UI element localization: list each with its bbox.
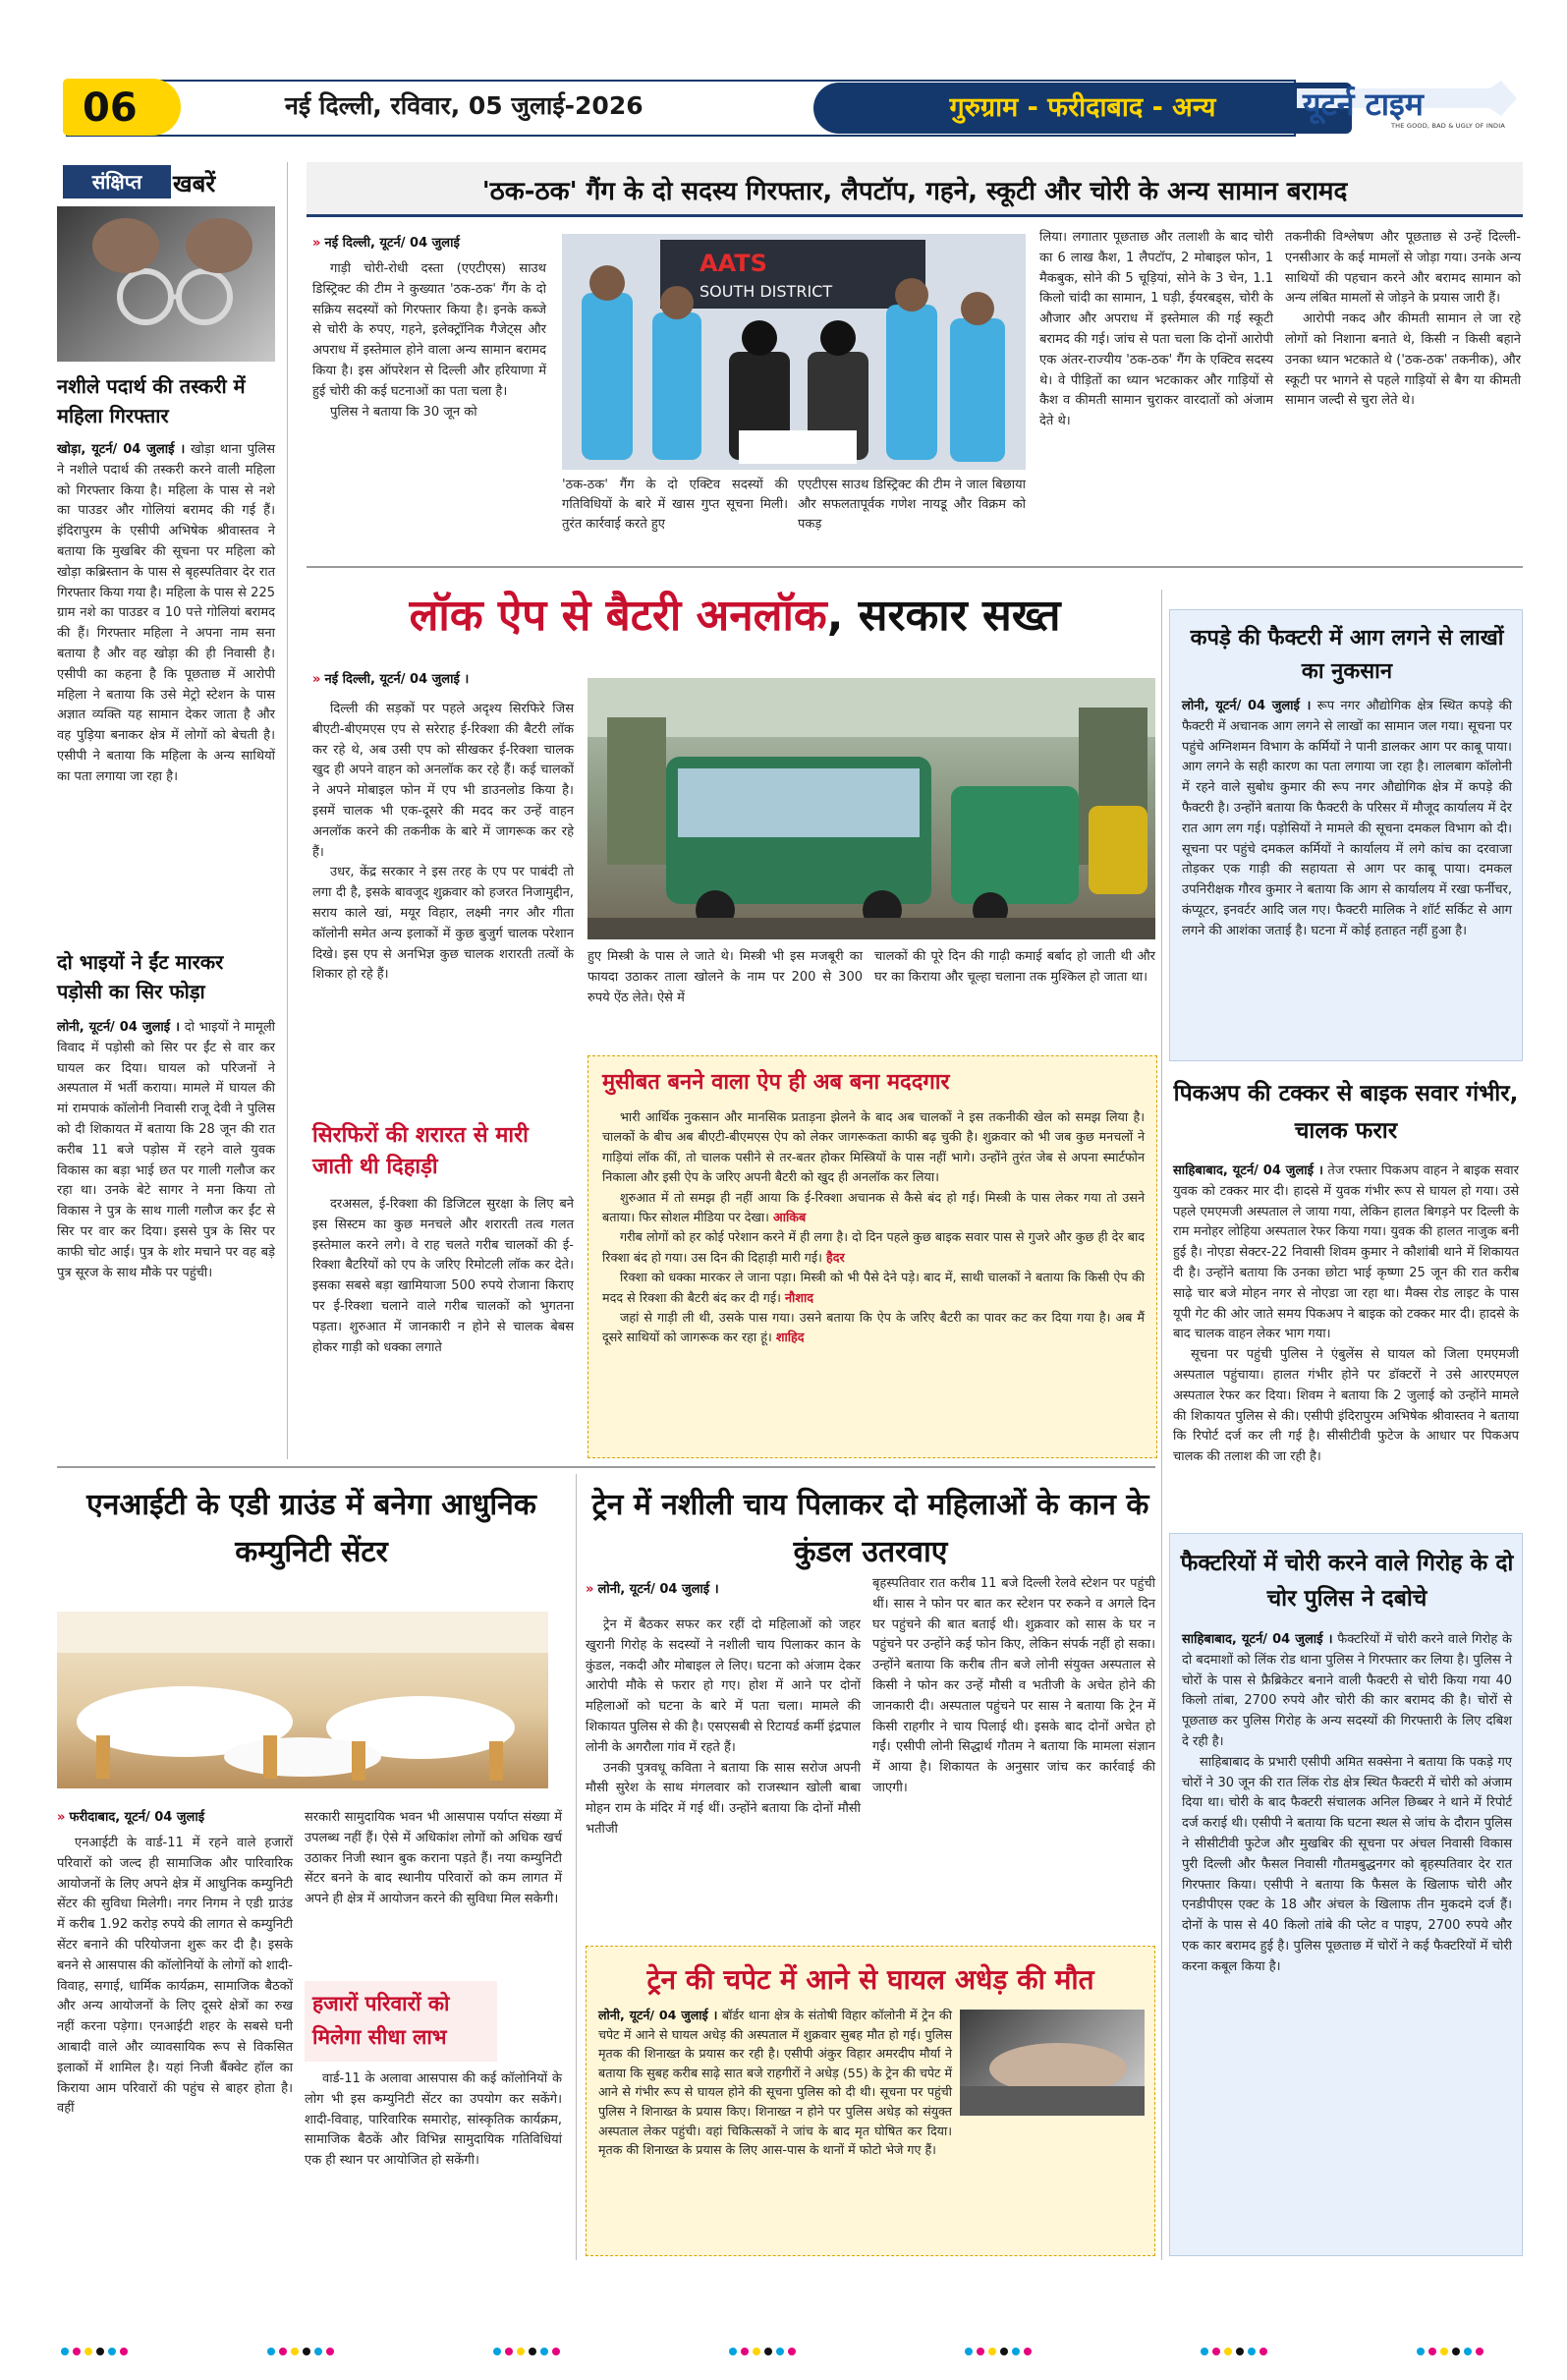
lockapp-box-p3: गरीब लोगों को हर कोई परेशान करने में ही लगा है। दो दिन पहले कुछ बाइक सवार पास से गुजरे और कुछ ही देर बाद रिक्शा बंद हो गया। उस दिन की दिहाड़ी मारी गई। (602, 1229, 1145, 1265)
gang-col1-p1: गाड़ी चोरी-रोधी दस्ता (एएटीएस) साउथ डिस्ट्रिक्ट की टीम ने कुख्यात 'ठक-ठक' गैंग के दो सक्रिय सदस्यों को गिरफ्तार किया है। इनके कब्जे से चोरी के रुपए, गहने, इलेक्ट्रॉनिक गैजेट्स और अपराध में इस्तेमाल होने वाला अन्य सामान बरामद किया है। इस ऑपरेशन से दिल्ली और हरियाणा में हुई चोरी की कई घटनाओं का पता चला है। (312, 261, 546, 399)
gang-headline-band (307, 162, 1523, 217)
lockapp-box-p1: भारी आर्थिक नुकसान और मानसिक प्रताड़ना झेलने के बाद अब चालकों ने इस तकनीकी खेल को समझ लिया है। चालकों के बीच अब बीएटी-बीएमएस ऐप को लेकर जागरूकता काफी बढ़ चुकी है। शुक्रवार को भी जब कुछ मनचलों ने गाड़ियां लॉक कीं, तो चालक पसीने से तर-बतर होकर मिस्त्रियों के पास नहीं भागे। उन्होंने तुरंत जेब से अपना स्मार्टफोन निकाला और इसी ऐप के जरिए अपनी बैटरी को खुद ही अनलॉक कर लिया। (602, 1109, 1146, 1185)
gang-dateline: नई दिल्ली, यूटर्न/ 04 जुलाई (324, 236, 460, 251)
briefs-label: संक्षिप्त (63, 165, 171, 198)
erickshaw-photo (588, 678, 1155, 939)
lockapp-subhead: सिरफिरों की शरारत से मारी जाती थी दिहाड़ी (312, 1123, 529, 1179)
registration-dot (1464, 2348, 1472, 2355)
gang-photo-banner: AATS (700, 250, 767, 277)
lockapp-col1 (312, 700, 574, 983)
registration-dot (314, 2348, 322, 2355)
brief1-text: खोड़ा थाना पुलिस ने नशीले पदार्थ की तस्करी करने वाली महिला को गिरफ्तार किया है। महिला के पास से नशे का पाउडर और गोलियां बरामद की गई हैं। इंदिरापुरम के एसीपी अभिषेक श्रीवास्तव ने बताया कि मुखबिर की सूचना पर महिला को खोड़ा कब्रिस्तान के पास से बृहस्पतिवार देर रात गिरफ्तार किया गया है। महिला के पास से 225 ग्राम नशे का पाउडर व 10 पत्ते गोलियां बरामद की हैं। गिरफ्तार महिला ने अपना नाम सना बताया है और वह खोड़ा की ही निवासी है। एसीपी का कहना है कि पूछताछ में आरोपी महिला ने बताया कि उसे मेट्रो स्टेशन के पास अज्ञात व्यक्ति यह सामान देकर जाता है और वह पुड़िया बनाकर क्षेत्र में लोगों को बेचती है। एसीपी ने बताया कि महिला के अन्य साथियों का पता लगाया जा रहा है। (57, 442, 275, 784)
registration-dot (1012, 2348, 1020, 2355)
registration-dot (267, 2348, 275, 2355)
train-tea-dateline-row (586, 1580, 841, 1600)
nit-col2b (305, 2069, 562, 2256)
registration-dot (977, 2348, 984, 2355)
registration-dot (1452, 2348, 1460, 2355)
pickup-body (1173, 1162, 1519, 1519)
lockapp-box-name2: हैदर (826, 1249, 845, 1265)
newspaper-logo (1293, 77, 1521, 136)
lockapp-box-name4: शाहिद (775, 1330, 805, 1345)
theft-text2: साहिबाबाद के प्रभारी एसीपी अमित सक्सेना ने बताया कि पकड़े गए चोरों ने 30 जून की रात लिंक रोड क्षेत्र स्थित फैक्टरी में चोरी को अंजाम दिया था। चोरी के बाद फैक्टरी संचालक अनिल छिब्बर ने थाने में रिपोर्ट दर्ज कराई थी। एसीपी ने बताया कि घटना स्थल से जांच के दौरान पुलिस ने सीसीटीवी फुटेज और मुखबिर की सूचना पर अंचल निवासी विकास पुरी दिल्ली और फैसल निवासी गौतमबुद्धनगर को बृहस्पतिवार देर रात गिरफ्तार किया। एसीपी ने बताया कि फैसल के खिलाफ चोरी और एनडीपीएस एक्ट के 18 और अंचल के खिलाफ तीन मुकदमे दर्ज हैं। दोनों के पास से 40 किलो तांबे की प्लेट व पाइप, 2700 रुपये और एक कार बरामद हुई है। पुलिस पूछताछ में चोरों ने कई फैक्टरियों में चोरी करना कबूल किया है। (1182, 1754, 1512, 1974)
gang-caption-right: एएटीएस साउथ डिस्ट्रिक्ट की टीम ने जाल बिछाया और सफलतापूर्वक गणेश नायडू और विक्रम को पकड़ (798, 478, 1026, 532)
pickup-headline: पिकअप की टक्कर से बाइक सवार गंभीर, चालक फरार (1173, 1081, 1519, 1144)
pickup-dateline: साहिबाबाद, यूटर्न/ 04 जुलाई । (1173, 1163, 1323, 1178)
registration-dot (1024, 2348, 1032, 2355)
gang-col4-p2: आरोपी नकद और कीमती सामान ले जा रहे लोगों को निशाना बनाते थे, किसी न किसी बहाने उनका ध्यान भटकाते थे ('ठक-ठक' तकनीक), और स्कूटी पर भागने से पहले गाड़ियों से बैग या कीमती सामान जल्दी से चुरा लेते थे। (1285, 312, 1521, 409)
brief2-dateline: लोनी, यूटर्न/ 04 जुलाई । (57, 1020, 181, 1035)
brief1-dateline: खोड़ा, यूटर्न/ 04 जुलाई । (57, 442, 186, 457)
registration-dot (279, 2348, 287, 2355)
brief1-headline: नशीले पदार्थ की तस्करी में महिला गिरफ्तार (57, 374, 246, 427)
brief2-body (57, 1018, 275, 1458)
fire-body (1182, 697, 1512, 1056)
train-tea-col2-text: बृहस्पतिवार रात करीब 11 बजे दिल्ली रेलवे स्टेशन पर पहुंची थीं। सास ने फोन पर बात कर स्टेशन पर रुकने व अगले दिन घर पहुंचने की बात बताई थी। शुक्रवार को सास के घर न पहुंचने पर उन्होंने कई फोन किए, लेकिन संपर्क नहीं हो सका। उन्होंने बताया कि करीब तीन बजे लोनी संयुक्त अस्पताल से किसी ने फोन कर उन्हें मौसी व भतीजी के अचेत होने की जानकारी दी। अस्पताल पहुंचने पर सास ने बताया कि ट्रेन में किसी राहगीर ने चाय पिलाई थी। इसके बाद दोनों अचेत हो गईं। एसीपी लोनी सिद्धार्थ गौतम ने बताया कि मामला संज्ञान में आया है। शिकायत के अनुसार जांच कर कार्रवाई की जाएगी। (872, 1576, 1155, 1795)
brief2-headline: दो भाइयों ने ईंट मारकर पड़ोसी का सिर फोड़ा (57, 950, 224, 1003)
registration-dot (753, 2348, 760, 2355)
train-tea-col1 (586, 1615, 861, 1930)
nit-col1 (57, 1834, 293, 2256)
registration-dot (540, 2348, 548, 2355)
registration-dot (965, 2348, 973, 2355)
chevron-icon: » (586, 1582, 594, 1597)
gang-col3 (1039, 228, 1273, 554)
column-rule (287, 162, 288, 1459)
registration-dot (1000, 2348, 1008, 2355)
briefs-section-tab (57, 165, 273, 198)
lockapp-col1c (312, 1195, 574, 1454)
nit-col2b-text: वार्ड-11 के अलावा आसपास की कई कॉलोनियों के लोग भी इस कम्युनिटी सेंटर का उपयोग कर सकेंगे। शादी-विवाह, पारिवारिक समारोह, सांस्कृतिक कार्यक्रम, सामाजिक बैठकें और विभिन्न सामुदायिक गतिविधियां एक ही स्थान पर आयोजित हो सकेंगी। (305, 2071, 562, 2169)
column-rule (576, 1474, 577, 2260)
lockapp-dateline-row (312, 670, 607, 690)
erickshaw-illustration (588, 678, 1155, 939)
registration-dot (788, 2348, 796, 2355)
section-rule (307, 566, 1523, 568)
registration-dot (529, 2348, 536, 2355)
registration-dot (741, 2348, 749, 2355)
registration-dot (988, 2348, 996, 2355)
registration-dot (1440, 2348, 1448, 2355)
registration-dot (729, 2348, 737, 2355)
theft-text: फैक्टरियों में चोरी करने वाले गिरोह के दो बदमाशों को लिंक रोड थाना पुलिस ने गिरफ्तार कर लिया है। पुलिस ने चोरों के पास से फ्रैब्रिकेटर बनाने वाली फैक्टरी से चोरी किया गया 40 किलो तांबा, 2700 रुपये और चोरी की कार बरामद की है। चोरों से पूछताछ कर पुलिस गिरोह के अन्य सदस्यों की गिरफ्तारी के लिए दबिश दे रही है। (1182, 1632, 1513, 1749)
nit-col2 (305, 1808, 562, 1973)
gang-photo-banner2: SOUTH DISTRICT (700, 282, 833, 301)
lockapp-col1-p1: दिल्ली की सड़कों पर पहले अदृश्य सिरफिरे जिस बीएटी-बीएमएस एप से सरेराह ई-रिक्शा की बैटरी लॉक कर रहे थे, अब उसी एप को सीखकर ई-रिक्शा चालक खुद ही अपने वाहन को अनलॉक कर रहे हैं। कई चालकों ने अपने मोबाइल फोन में एप भी डाउनलोड किया है। इसमें चालक भी एक-दूसरे की मदद कर उन्हें वाहन अनलॉक करने की तकनीक के बारे में जागरूक कर रहे हैं। (312, 702, 574, 860)
train-tea-col2 (872, 1574, 1155, 1930)
lockapp-headline-a: लॉक ऐप से बैटरी अनलॉक (409, 591, 827, 641)
gang-col3-text: लिया। लगातार पूछताछ और तलाशी के बाद चोरी का 6 लाख कैश, 1 लैपटॉप, 2 मोबाइल फोन, 1 मैकबुक, सोने की 5 चूड़ियां, सोने के 3 चेन, 1.1 किलो चांदी का सामान, 1 घड़ी, ईयरबड्स, चोरी के औजार और अपराध में इस्तेमाल की गई स्कूटी बरामद की गई। जांच से पता चला कि दोनों आरोपी एक अंतर-राज्यीय 'ठक-ठक' गैंग के एक्टिव सदस्य थे। वे पीड़ितों का ध्यान भटकाकर और गाड़ियों से कैश व कीमती सामान चुराकर वारदातों को अंजाम देते थे। (1039, 230, 1273, 429)
page-number-badge (63, 79, 181, 136)
lockapp-dateline: नई दिल्ली, यूटर्न/ 04 जुलाई । (324, 672, 470, 687)
registration-dot (517, 2348, 525, 2355)
fire-story-box (1169, 609, 1523, 1061)
section-title: गुरुग्राम - फरीदाबाद - अन्य (813, 83, 1352, 134)
registration-dots-graphic (57, 2346, 1521, 2357)
gang-headline: 'ठक-ठक' गैंग के दो सदस्य गिरफ्तार, लैपटॉप, गहने, स्कूटी और चोरी के अन्य सामान बरामद (481, 177, 1348, 206)
nit-dateline: फरीदाबाद, यूटर्न/ 04 जुलाई (69, 1810, 205, 1825)
theft-dateline: साहिबाबाद, यूटर्न/ 04 जुलाई । (1182, 1632, 1333, 1647)
registration-dot (1224, 2348, 1232, 2355)
pickup-text2: सूचना पर पहुंची पुलिस ने एंबुलेंस से घायल को जिला एमएमजी अस्पताल पहुंचाया। हालत गंभीर होने पर डॉक्टरों ने उसे आरएमएल अस्पताल रेफर कर दिया। शिवम ने बताया कि 2 जुलाई को उन्होंने मामले की शिकायत पुलिस से की। एसीपी इंदिरापुरम अभिषेक श्रीवास्तव ने बताया कि रिपोर्ट दर्ज कर ली गई है। सीसीटीवी फुटेज के आधार पर पिकअप चालक की तलाश की जा रही है। (1173, 1347, 1519, 1465)
registration-dot (776, 2348, 784, 2355)
lockapp-box-title: मुसीबत बनने वाला ऐप ही अब बना मददगार (602, 1070, 950, 1095)
train-death-body-top (598, 2006, 952, 2158)
registration-dot (493, 2348, 501, 2355)
gang-dateline-row (312, 234, 568, 254)
registration-dot (505, 2348, 513, 2355)
gang-col1-p2: पुलिस ने बताया कि 30 जून को (330, 404, 477, 420)
chevron-icon: » (312, 672, 321, 687)
lockapp-col1c-text: दरअसल, ई-रिक्शा की डिजिटल सुरक्षा के लिए बने इस सिस्टम का कुछ मनचले और शरारती तत्व गलत इस्तेमाल करने लगे। वे राह चलते गरीब चालकों की ई-रिक्शा बैटरियों को एप के जरिए रिमोटली लॉक कर देते। इसका सबसे बड़ा खामियाजा 500 रुपये रोजाना किराए पर ई-रिक्शा चलाने वाले गरीब चालकों को भुगतना पड़ता। शुरुआत में जानकारी न होने से चालक बेबस होकर गाड़ी को धक्का लगाते (312, 1197, 574, 1355)
briefs-label-news: खबरें (173, 170, 216, 198)
theft-story-box (1169, 1533, 1523, 2256)
train-death-headline: ट्रेन की चपेट में आने से घायल अधेड़ की मौत (646, 1963, 1094, 1996)
gang-col4 (1285, 228, 1521, 554)
victim-hand-photo (960, 2010, 1145, 2116)
page-number: 06 (83, 85, 138, 131)
registration-dot (61, 2348, 69, 2355)
handcuffs-photo (57, 206, 275, 362)
nit-subhead-box (305, 1981, 497, 2062)
theft-body (1182, 1630, 1512, 2253)
lockapp-col1-p2: उधर, केंद्र सरकार ने इस तरह के एप पर पाबंदी तो लगा दी है, इसके बावजूद शुक्रवार को हजरत निजामुद्दीन, सराय काले खां, मयूर विहार, लक्ष्मी नगर और गीता कॉलोनी समेत अन्य इलाकों में कुछ बुजुर्ग चालक परेशान दिखे। इस एप से अनभिज्ञ कुछ चालक शरारती तत्वों के शिकार हो रहे हैं। (312, 865, 574, 983)
gang-arrest-photo (562, 234, 1026, 470)
registration-dot (291, 2348, 299, 2355)
chevron-icon: » (312, 236, 321, 251)
registration-dot (1428, 2348, 1436, 2355)
registration-dot (1259, 2348, 1267, 2355)
logo-tagline: THE GOOD, BAD & UGLY OF INDIA (1391, 122, 1506, 130)
lockapp-box-body (602, 1107, 1145, 1451)
train-death-dateline: लोनी, यूटर्न/ 04 जुलाई । (598, 2008, 718, 2022)
nit-dateline-row (57, 1808, 312, 1828)
date-line: नई दिल्ली, रविवार, 05 जुलाई-2026 (285, 91, 644, 120)
lockapp-col3-text: चालकों की पूरे दिन की गाढ़ी कमाई बर्बाद हो जाती थी और घर का किराया और चूल्हा चलाना तक मुश्किल हो जाता था। (874, 949, 1155, 985)
registration-dot (1201, 2348, 1208, 2355)
registration-dot (108, 2348, 116, 2355)
community-hall-photo (57, 1612, 548, 1788)
lockapp-col2 (588, 947, 863, 1049)
gang-caption-left: 'ठक-ठक' गैंग के दो एक्टिव सदस्यों की गतिविधियों के बारे में खास गुप्त सूचना मिली। तुरंत कार्रवाई करते हुए (562, 478, 788, 532)
lockapp-col3 (874, 947, 1155, 1049)
registration-dot (73, 2348, 81, 2355)
registration-dot (120, 2348, 128, 2355)
lockapp-sidebar-box (588, 1055, 1157, 1458)
banquet-hall-illustration (57, 1612, 548, 1788)
pickup-text: तेज रफ्तार पिकअप वाहन ने बाइक सवार युवक को टक्कर मार दी। हादसे में युवक गंभीर रूप से घायल हो गया। उसे पहले एमएमजी अस्पताल ले जाया गया, लेकिन हालत बिगड़ने पर दिल्ली के राम मनोहर लोहिया अस्पताल रेफर किया गया। युवक की हालत नाजुक बनी हुई है। नोएडा सेक्टर-22 निवासी शिवम कुमार ने कौशांबी थाने में शिकायत दी है। उन्होंने बताया कि उनका छोटा भाई कृष्णा 25 जून की रात करीब साढ़े चार बजे मोहन नगर से नोएडा जा रहा था। मैक्स रोड लाइट के पास यूपी गेट की ओर जाते समय पिकअप ने बाइक को टक्कर मार दी। हादसे के बाद चालक वाहन लेकर भाग गया। (1173, 1163, 1519, 1342)
registration-dot (552, 2348, 560, 2355)
lockapp-box-name3: नौशाद (785, 1289, 813, 1305)
fire-dateline: लोनी, यूटर्न/ 04 जुलाई । (1182, 699, 1312, 713)
registration-dot (303, 2348, 310, 2355)
train-tea-col1-p2: उनकी पुत्रवधू कविता ने बताया कि सास सरोज अपनी मौसी सुरेश के साथ मंगलवार को राजस्थान खोली बाबा मोहन राम के मंदिर में गई थीं। उन्होंने बताया कि दोनों मौसी भतीजी (586, 1760, 861, 1837)
registration-dot (1417, 2348, 1425, 2355)
lockapp-box-name1: आकिब (772, 1210, 807, 1225)
train-tea-dateline: लोनी, यूटर्न/ 04 जुलाई । (597, 1582, 719, 1597)
registration-dot (1236, 2348, 1244, 2355)
nit-col1-text: एनआईटी के वार्ड-11 में रहने वाले हजारों परिवारों को जल्द ही सामाजिक और पारिवारिक आयोजनों के लिए अपने क्षेत्र में आधुनिक कम्युनिटी सेंटर की सुविधा मिलेगी। नगर निगम ने एडी ग्राउंड में करीब 1.92 करोड़ रुपये की लागत से कम्युनिटी सेंटर बनाने की परियोजना शुरू कर दी है। इसके बनने से आसपास की कॉलोनियों के लोगों को शादी-विवाह, सगाई, धार्मिक कार्यक्रम, सामाजिक बैठकों और अन्य आयोजनों के लिए दूसरे क्षेत्रों का रुख नहीं करना पड़ेगा। एनआईटी शहर के सबसे घनी आबादी वाले और व्यावसायिक रूप से विकसित इलाकों में शामिल है। यहां निजी बैंक्वेट हॉल का किराया आम परिवारों की पहुंच से बाहर होता है। वहीं (57, 1836, 293, 2117)
registration-dot (84, 2348, 92, 2355)
lockapp-box-p4: रिक्शा को धक्का मारकर ले जाना पड़ा। मिस्त्री को भी पैसे देने पड़े। बाद में, साथी चालकों ने बताया कि किसी ऐप की मदद से रिक्शा की बैटरी बंद कर दी गई। (602, 1270, 1145, 1305)
train-tea-col1-p1: ट्रेन में बैठकर सफर कर रहीं दो महिलाओं को जहर खुरानी गिरोह के सदस्यों ने नशीली चाय पिलाकर कान के कुंडल, नकदी और मोबाइल ले लिए। घटना को अंजाम देकर आरोपी मौके से फरार हो गए। होश में आने पर दोनों महिलाओं को घटना के बारे में पता चला। मामले की शिकायत पुलिस से की है। एसएसबी से रिटायर्ड कर्मी इंद्रपाल लोनी के अगरौला गांव में रहते हैं। (586, 1617, 861, 1755)
logo-name: यूटर्न टाइम (1303, 85, 1424, 123)
registration-dot (96, 2348, 104, 2355)
brief1-body (57, 440, 275, 932)
train-death-text: बॉर्डर थाना क्षेत्र के संतोषी विहार कॉलोनी में ट्रेन की चपेट में आने से घायल अधेड़ की अस्पताल में शुक्रवार सुबह मौत हो गई। पुलिस मृतक की शिनाख्त के प्रयास कर रही है। एसीपी अंकुर विहार अमरदीप मौर्या ने बताया कि सुबह करीब साढ़े सात बजे राहगीरों ने अधेड़ (55) के ट्रेन की चपेट में आने से गंभीर रूप से घायल होने की सूचना पुलिस को दी थी। सूचना पर पहुंची पुलिस ने शिनाख्त के प्रयास किए। शिनाख्त न होने पर पुलिस अधेड़ को संयुक्त अस्पताल लेकर पहुंची। वहां चिकित्सकों ने जांच के बाद मृत घोषित कर दिया। मृतक की शिनाख्त के प्रयास के लिए आस-पास के थानों में फोटो भेजे गए हैं। (598, 2008, 952, 2158)
lockapp-box-p5: जहां से गाड़ी ली थी, उसके पास गया। उसने बताया कि ऐप के जरिए बैटरी का पावर कट कर दिया गया है। अब मैं दूसरे साथियों को जागरूक कर रहा हूं। (602, 1310, 1145, 1345)
train-death-box (586, 1946, 1155, 2256)
nit-headline: एनआईटी के एडी ग्राउंड में बनेगा आधुनिक कम्युनिटी सेंटर (86, 1488, 536, 1569)
brief2-text: दो भाइयों ने मामूली विवाद में पड़ोसी को सिर पर ईंट से वार कर घायल कर दिया। घायल को परिजनों ने अस्पताल में भर्ती कराया। मामले में घायल की मां रामपाकं कॉलोनी निवासी राजू देवी ने पुलिस को दी शिकायत में बताया कि 28 जून की रात करीब 11 बजे पड़ोस में रहने वाले युवक विकास का बड़ा भाई छत पर गाली गलौज कर रहा था। उनके बेटे सागर ने मना किया तो विकास ने पुत्र के साथ गाली गलौज कर ईंट से सिर पर वार कर दिया। इससे पुत्र के सिर पर काफी चोट आई। पुत्र के शोर मचाने पर वह बड़े पुत्र सूरज के साथ मौके पर पहुंची। (57, 1020, 276, 1280)
section-rule (57, 1466, 1155, 1468)
train-tea-headline: ट्रेन में नशीली चाय पिलाकर दो महिलाओं के कान के कुंडल उतरवाए (591, 1488, 1149, 1569)
masthead (57, 69, 1521, 147)
registration-dots (57, 2343, 1521, 2354)
theft-headline: फैक्टरियों में चोरी करने वाले गिरोह के दो चोर पुलिस ने दबोचे (1180, 1551, 1514, 1612)
chevron-icon: » (57, 1810, 66, 1825)
lockapp-box-p2: शुरुआत में तो समझ ही नहीं आया कि ई-रिक्शा अचानक से कैसे बंद हो गई। मिस्त्री के पास लेकर गया तो उसने बताया। फिर सोशल मीडिया पर देखा। (602, 1189, 1145, 1225)
column-rule (1161, 590, 1162, 2260)
fire-headline: कपड़े की फैक्टरी में आग लगने से लाखों का नुकसान (1190, 626, 1504, 684)
lockapp-headline (312, 584, 1157, 660)
police-team-illustration (562, 234, 1026, 470)
lockapp-col2-text: हुए मिस्त्री के पास ले जाते थे। मिस्त्री भी इस मजबूरी का फायदा उठाकर ताला खोलने के नाम पर 200 से 300 रुपये ऐंठ लेते। ऐसे में (588, 949, 863, 1005)
registration-dot (1248, 2348, 1256, 2355)
registration-dot (1476, 2348, 1483, 2355)
nit-col2-text: सरकारी सामुदायिक भवन भी आसपास पर्याप्त संख्या में उपलब्ध नहीं हैं। ऐसे में अधिकांश लोगों को अधिक खर्च उठाकर निजी स्थान बुक कराना पड़ते हैं। नया कम्युनिटी सेंटर बनने के बाद स्थानीय परिवारों को कम लागत में अपने ही क्षेत्र में आयोजन करने की सुविधा मिल सकेगी। (305, 1810, 562, 1907)
gang-col4-p1: तकनीकी विश्लेषण और पूछताछ से उन्हें दिल्ली-एनसीआर के कई मामलों से जोड़ा गया। उनके अन्य साथियों की पहचान करने और बरामद सामान को अन्य लंबित मामलों से जोड़ने के प्रयास जारी हैं। (1285, 230, 1521, 307)
gang-col1 (312, 259, 546, 554)
nit-subhead: हजारों परिवारों को मिलेगा सीधा लाभ (312, 1992, 450, 2049)
lockapp-headline-b: , सरकार सख्त (826, 591, 1061, 641)
fire-text: रूप नगर औद्योगिक क्षेत्र स्थित कपड़े की फैक्टरी में अचानक आग लगने से लाखों का सामान जल गया। सूचना पर पहुंचे अग्निशमन विभाग के कर्मियों ने पानी डालकर आग पर काबू पाया। आग लगने के सही कारण का पता लगाया जा रहा है। लालबाग कॉलोनी में रहने वाले सुबोध कुमार की रूप नगर औद्योगिक क्षेत्र में कपड़े की फैक्टरी है। उन्होंने बताया कि फैक्टरी के परिसर में मौजूद कार्यालय में देर रात आग लग गई। पड़ोसियों ने मामले की सूचना दमकल विभाग को दी। सूचना पर पहुंचे दमकल कर्मियों ने कार्यालय में लगे कांच का दरवाजा तोड़कर एक गाड़ी की सहायता से आग पर काबू पाया। दमकल उपनिरीक्षक गौरव कुमार ने बताया कि आग से कार्यालय में रखा फर्नीचर, कंप्यूटर, इनवर्टर आदि जल गए। फैक्टरी मालिक ने शॉर्ट सर्किट से आग लगने की आशंका जताई है। घटना में कोई हताहत नहीं हुआ है। (1182, 699, 1512, 938)
registration-dot (1212, 2348, 1220, 2355)
hand-illustration (960, 2010, 1145, 2116)
handcuffs-icon (57, 206, 275, 362)
registration-dot (326, 2348, 334, 2355)
registration-dot (764, 2348, 772, 2355)
